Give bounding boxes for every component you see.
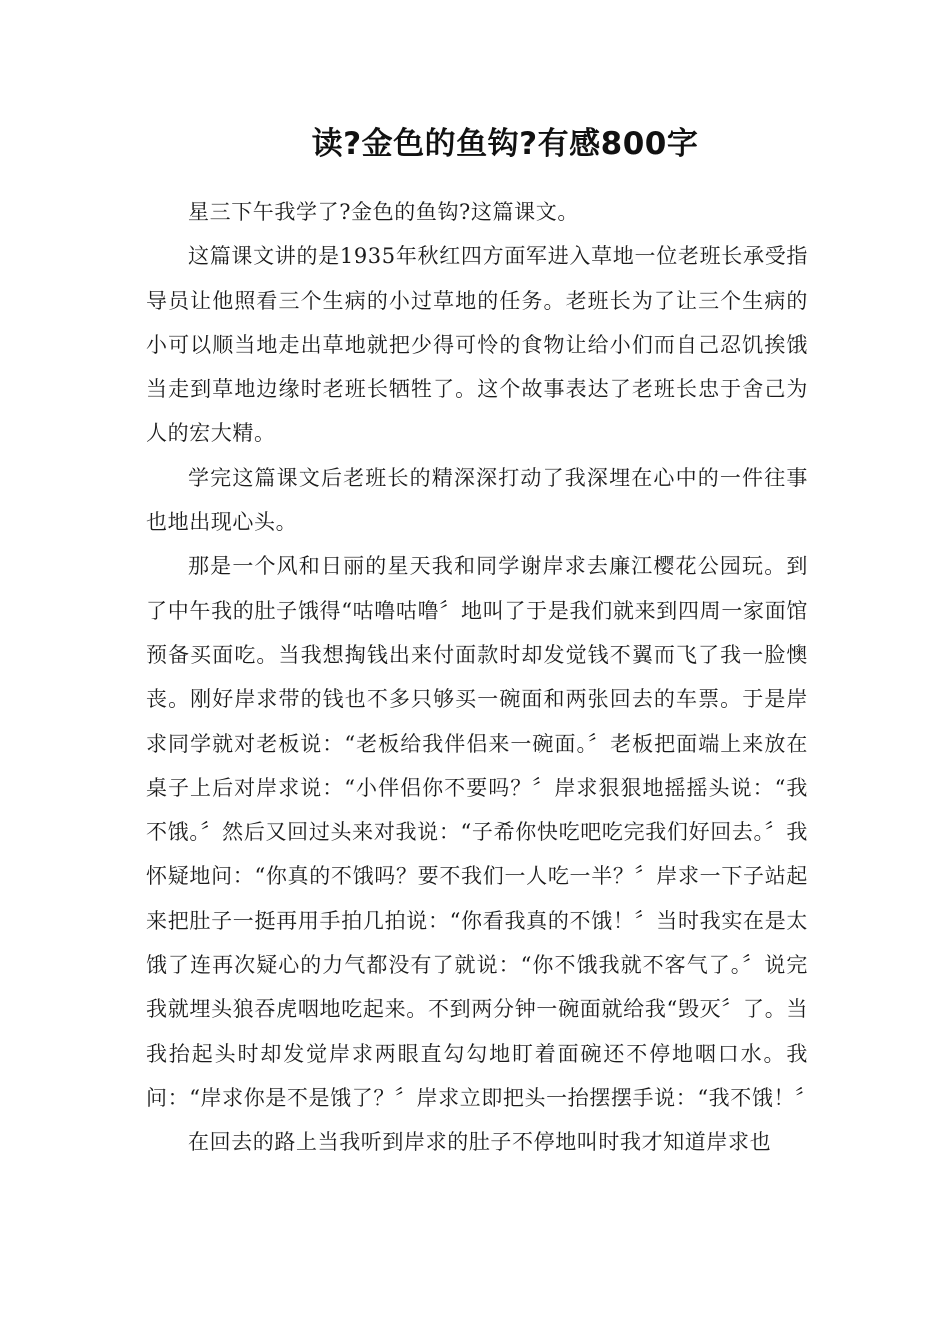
paragraph-1: 星三下午我学了?金色的鱼钩?这篇课文。 (188, 200, 579, 224)
paragraph-3: 学完这篇课文后老班长的精深深打动了我深埋在心中的一件往事也地出现心头。 (146, 465, 808, 535)
paragraph-2: 这篇课文讲的是1935年秋红四方面军进入草地一位老班长承受指导员让他照看三个生病的小过草地的任务。老班长为了让三个生病的小可以顺当地走出草地就把少得可怜的食物让给小们而自己忍饥挨饿当走到草地边缘时老班长牺牲了。这个故事表达了老班长忠于舍己为人的宏大精。 (146, 244, 808, 446)
document-body (146, 190, 817, 1165)
paragraph-4: 那是一个风和日丽的星天我和同学谢岸求去廉江樱花公园玩。到了中午我的肚子饿得“咕噜咕噜〞地叫了于是我们就来到四周一家面馆预备买面吃。当我想掏钱出来付面款时却发觉钱不翼而飞了我一脸懊丧。刚好岸求带的钱也不多只够买一碗面和两张回去的车票。于是岸求同学就对老板说：“老板给我伴侣来一碗面。〞老板把面端上来放在桌子上后对岸求说：“小伴侣你不要吗？〞岸求狠狠地摇摇头说：“我不饿。〞然后又回过头来对我说：“子希你快吃吧吃完我们好回去。〞我怀疑地问：“你真的不饿吗？要不我们一人吃一半？〞岸求一下子站起来把肚子一挺再用手拍几拍说：“你看我真的不饿！〞当时我实在是太饿了连再次疑心的力气都没有了就说：“你不饿我就不客气了。〞说完我就埋头狼吞虎咽地吃起来。不到两分钟一碗面就给我“毁灭〞了。当我抬起头时却发觉岸求两眼直勾勾地盯着面碗还不停地咽口水。我问：“岸求你是不是饿了？〞岸求立即把头一抬摆摆手说：“我不饿！〞 (146, 554, 817, 1110)
paragraph-5: 在回去的路上当我听到岸求的肚子不停地叫时我才知道岸求也 (188, 1130, 772, 1155)
document-title: 读?金色的鱼钩?有感800字 (311, 126, 699, 162)
